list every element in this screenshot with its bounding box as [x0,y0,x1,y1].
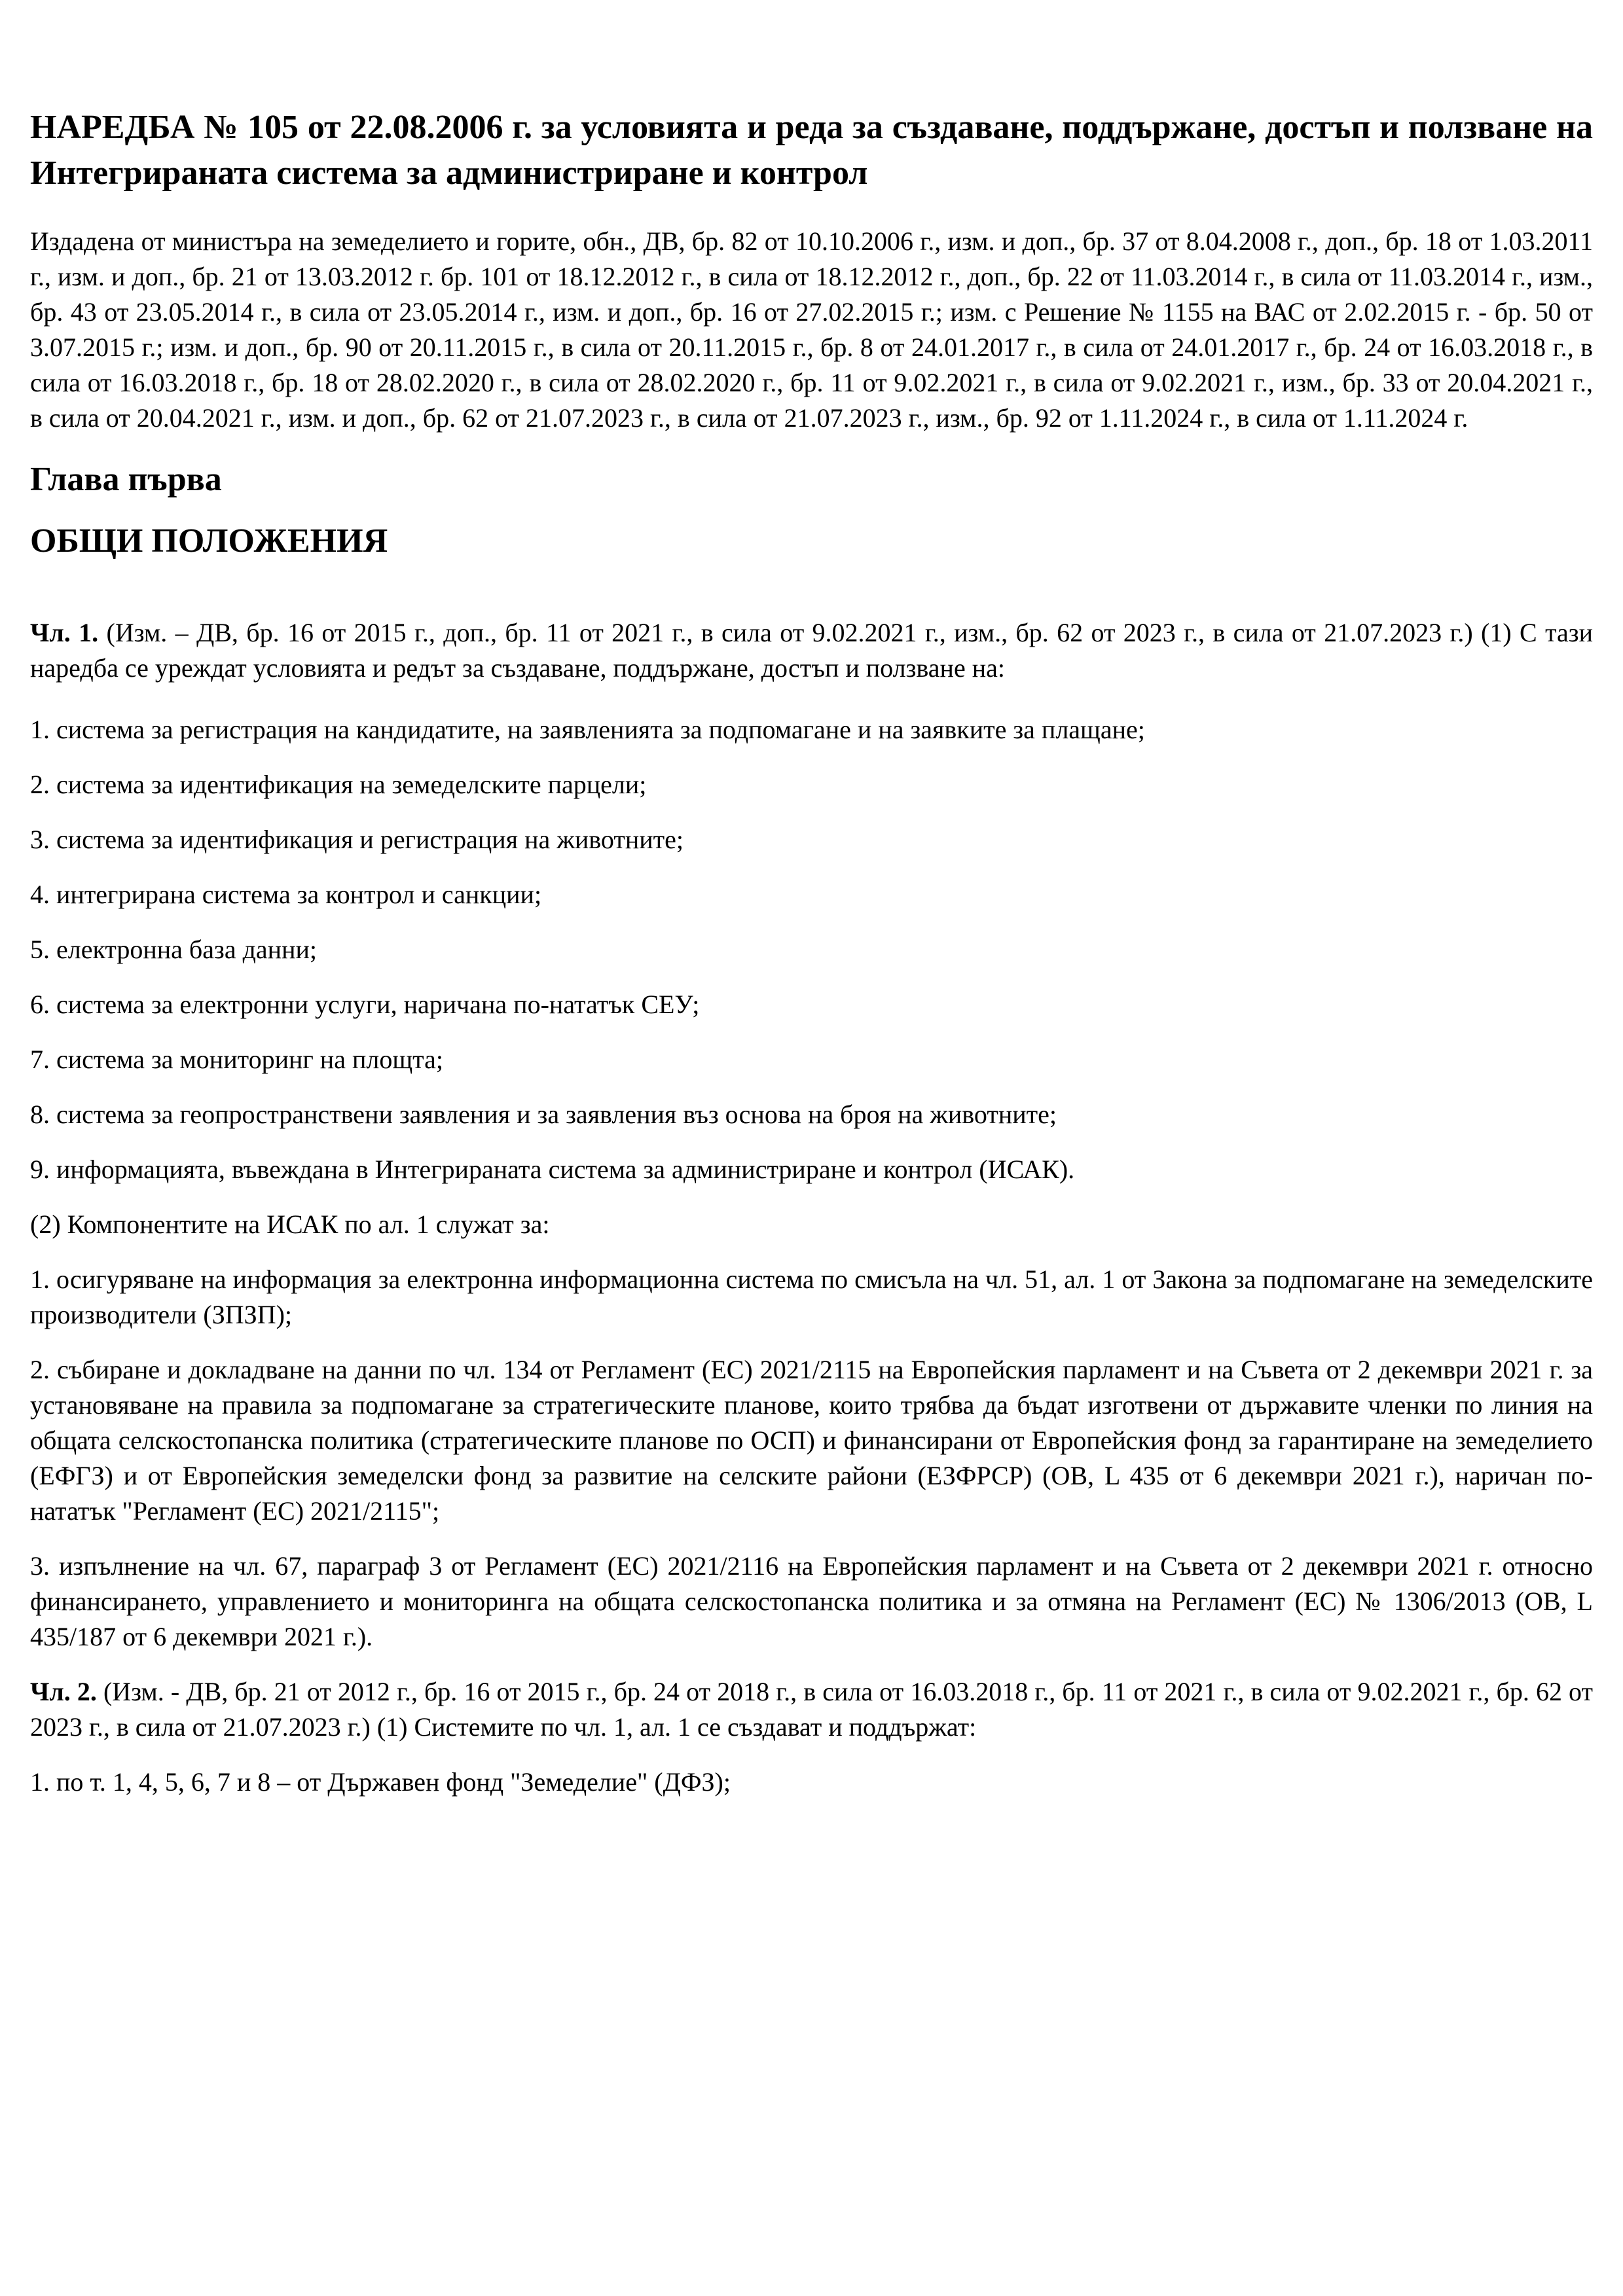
article-1-label: Чл. 1. [30,618,99,647]
article-1-item: 3. система за идентификация и регистрация на животните; [30,825,684,854]
article-1-item: 1. система за регистрация на кандидатите, на заявленията за подпомагане и на заявките за плащане; [30,715,1145,744]
article-1-para2-item: 1. осигуряване на информация за електронна информационна система по смисъла на чл. 51, ал. 1 от Закона за подпомагане на земеделските производители (ЗПЗП); [30,1265,1593,1329]
article-1-item: 6. система за електронни услуги, наричана по-нататък СЕУ; [30,990,700,1019]
chapter-heading: Глава първа [30,461,222,498]
section-heading: ОБЩИ ПОЛОЖЕНИЯ [30,522,388,560]
article-1-intro [30,615,1593,686]
article-1-item: 4. интегрирана система за контрол и санкции; [30,880,542,909]
article-2-item: 1. по т. 1, 4, 5, 6, 7 и 8 – от Държавен фонд "Земеделие" (ДФЗ); [30,1767,731,1797]
article-1-item: 9. информацията, въвеждана в Интегрираната система за администриране и контрол (ИСАК). [30,1155,1075,1184]
article-2-text: (Изм. - ДВ, бр. 21 от 2012 г., бр. 16 от 2015 г., бр. 24 от 2018 г., в сила от 16.03.2018 г., бр. 11 от 2021 г., в сила от 9.02.2021 г., бр. 62 от 2023 г., в сила от 21.07.2023 г.) (1) Системите по чл. 1, ал. 1 се създават и поддържат: [30,1677,1594,1742]
document-title: НАРЕДБА № 105 от 22.08.2006 г. за условията и реда за създаване, поддържане, достъп и ползване на Интегрираната система за администриране и контрол [30,109,1593,192]
article-1-item: 2. система за идентификация на земеделските парцели; [30,770,647,799]
article-1-para2-item: 2. събиране и докладване на данни по чл. 134 от Регламент (ЕС) 2021/2115 на Европейския парламент и на Съвета от 2 декември 2021 г. за установяване на правила за подпомагане за стратегическите планове, които трябва да бъдат изготвени от държавите членки по линия на общата селскостопанска политика (стратегическите планове по ОСП) и финансирани от Европейския фонд за гарантиране на земеделието (ЕФГЗ) и от Европейския земеделски фонд за развитие на селските райони (ЕЗФРСР) (ОВ, L 435 от 6 декември 2021 г.), наричан по-нататък "Регламент (ЕС) 2021/2115"; [30,1355,1593,1526]
article-1-para2-item: 3. изпълнение на чл. 67, параграф 3 от Регламент (ЕС) 2021/2116 на Европейския парламент и на Съвета от 2 декември 2021 г. относно финансирането, управлението и мониторинга на общата селскостопанска политика и за отмяна на Регламент (ЕС) № 1306/2013 (ОВ, L 435/187 от 6 декември 2021 г.). [30,1551,1593,1651]
article-1-item: 8. система за геопространствени заявления и за заявления въз основа на броя на животните; [30,1100,1057,1129]
article-1-item: 7. система за мониторинг на площта; [30,1045,443,1074]
article-1-text: (Изм. – ДВ, бр. 16 от 2015 г., доп., бр. 11 от 2021 г., в сила от 9.02.2021 г., изм., бр. 62 от 2023 г., в сила от 21.07.2023 г.) (1) С тази наредба се уреждат условията и редът за създаване, поддържане, достъп и ползване на: [30,618,1593,683]
article-2-label: Чл. 2. [30,1677,97,1706]
article-1-paragraph-2: (2) Компонентите на ИСАК по ал. 1 служат за: [30,1210,550,1239]
issued-info: Издадена от министъра на земеделието и горите, обн., ДВ, бр. 82 от 10.10.2006 г., изм. и доп., бр. 37 от 8.04.2008 г., доп., бр. 18 от 1.03.2011 г., изм. и доп., бр. 21 от 13.03.2012 г. бр. 101 от 18.12.2012 г., в сила от 18.12.2012 г., доп., бр. 22 от 11.03.2014 г., в сила от 11.03.2014 г., изм., бр. 43 от 23.05.2014 г., в сила от 23.05.2014 г., изм. и доп., бр. 16 от 27.02.2015 г.; изм. с Решение № 1155 на ВАС от 2.02.2015 г. - бр. 50 от 3.07.2015 г.; изм. и доп., бр. 90 от 20.11.2015 г., в сила от 20.11.2015 г., бр. 8 от 24.01.2017 г., в сила от 24.01.2017 г., бр. 24 от 16.03.2018 г., в сила от 16.03.2018 г., бр. 18 от 28.02.2020 г., в сила от 28.02.2020 г., бр. 11 от 9.02.2021 г., в сила от 9.02.2021 г., изм., бр. 33 от 20.04.2021 г., в сила от 20.04.2021 г., изм. и доп., бр. 62 от 21.07.2023 г., в сила от 21.07.2023 г., изм., бр. 92 от 1.11.2024 г., в сила от 1.11.2024 г. [30,226,1593,433]
article-2-intro [30,1674,1593,1745]
article-1-item: 5. електронна база данни; [30,935,318,964]
